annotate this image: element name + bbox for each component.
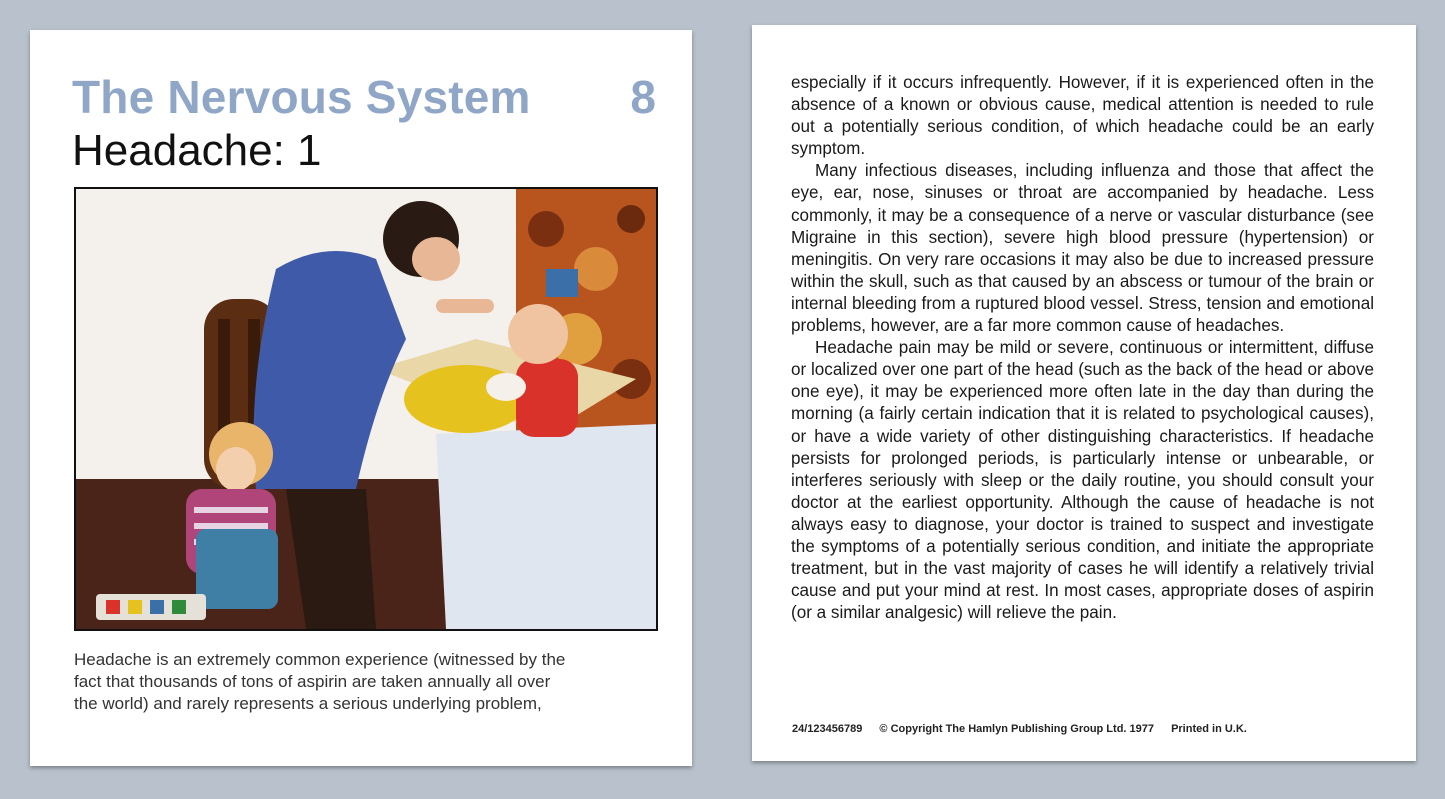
- illustration: [74, 187, 658, 631]
- card-front: [30, 30, 692, 766]
- footer: [792, 723, 1261, 735]
- footer-code: 24/123456789: [792, 723, 863, 735]
- intro-line: fact that thousands of tons of aspirin are taken annually all over: [74, 672, 551, 691]
- card-number: 8: [630, 71, 656, 123]
- tablecloth: [436, 424, 656, 629]
- baby: [516, 359, 578, 437]
- paragraph-2: Many infectious diseases, including influenza and those that affect the eye, ear, nose, sinuses or throat are accompanied by headache. Less commonly, it may be a consequence of a nerve or vascular disturbance (see Migraine in this section), severe high blood pressure (hypertension) or meningitis. On very rare occasions it may also be due to increased pressure within the skull, such as that caused by an abscess or tumour of the brain or internal bleeding from a ruptured blood vessel. Stress, tension and emotional problems, however, are a far more common cause of headaches.: [791, 161, 1374, 336]
- paragraph-1: especially if it occurs infrequently. However, if it is experienced often in the absence of a known or obvious cause, medical attention is needed to rule out a potentially serious condition, of which headache could be an early symptom.: [791, 73, 1374, 159]
- card-back: [752, 25, 1416, 761]
- intro-line: the world) and rarely represents a serious underlying problem,: [74, 694, 542, 713]
- intro-paragraph: [74, 649, 660, 715]
- paragraph-3: Headache pain may be mild or severe, continuous or intermittent, diffuse or localized over one part of the head (such as the back of the head or above one eye), it may be experienced more often late in the day than during the morning (a fairly certain indication that it is related to psychological causes), or have a wide variety of other distinguishing characteristics. If headache persists for prolonged periods, is particularly intense or unbearable, or interferes seriously with sleep or the daily routine, you should consult your doctor at the earliest opportunity. Although the cause of headache is not always easy to diagnose, your doctor is trained to suspect and investigate the symptoms of a potentially serious condition, and initiate the appropriate treatment, but in the vast majority of cases he will identify a relatively trivial cause and put your mind at rest. In most cases, appropriate doses of aspirin (or a similar analgesic) will relieve the pain.: [791, 338, 1374, 623]
- intro-line: Headache is an extremely common experience (witnessed by the: [74, 650, 566, 669]
- card-title: Headache: 1: [72, 126, 322, 175]
- footer-copyright: © Copyright The Hamlyn Publishing Group Ltd. 1977: [879, 723, 1154, 735]
- body-text: [791, 72, 1374, 624]
- series-title: The Nervous System: [72, 71, 531, 123]
- footer-printed: Printed in U.K.: [1171, 723, 1247, 735]
